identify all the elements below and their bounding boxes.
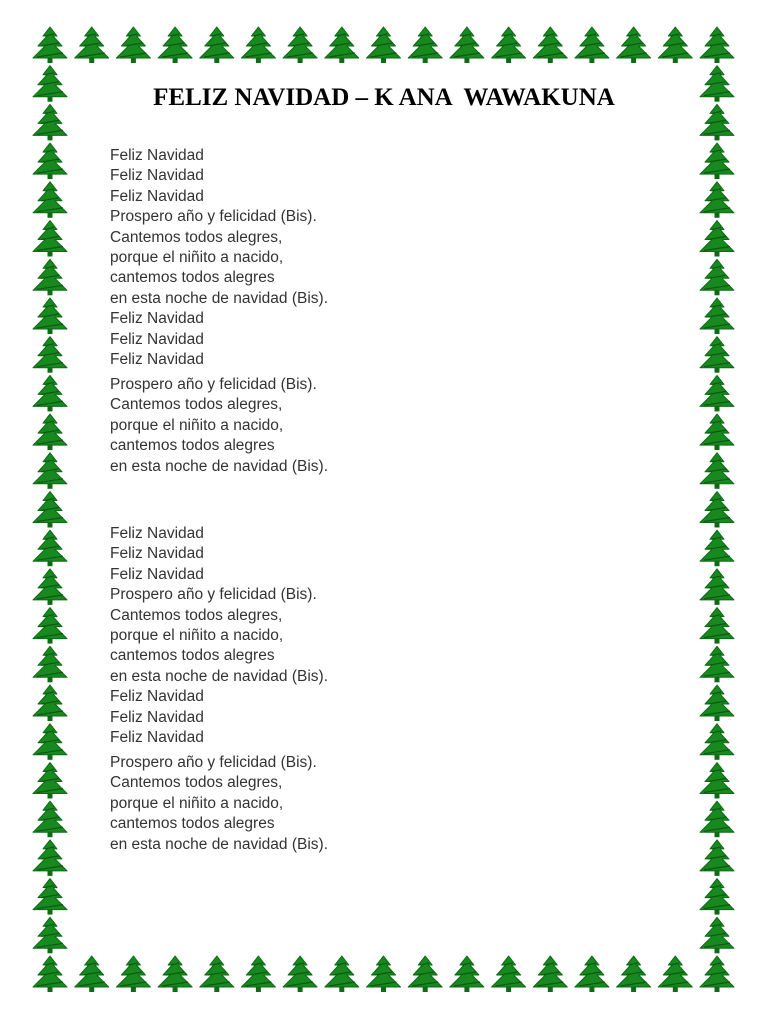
lyrics-block-4 [110,753,328,855]
christmas-tree-icon [75,27,109,63]
lyric-line: porque el niñito a nacido, [110,794,284,812]
lyrics-block-2 [110,375,328,477]
lyric-line: Prospero año y felicidad (Bis). [110,754,317,771]
lyric-line: en esta noche de navidad (Bis). [110,289,328,307]
christmas-tree-icon [33,763,67,799]
christmas-tree-icon [700,840,734,876]
lyric-line: Cantemos todos alegres, [110,774,283,792]
christmas-tree-icon [575,27,609,63]
christmas-tree-icon [33,530,67,566]
christmas-tree-icon [450,956,484,992]
christmas-tree-icon [700,298,734,334]
lyric-line: Feliz Navidad [110,147,204,164]
christmas-tree-icon [617,27,651,63]
christmas-tree-icon [492,956,526,992]
lyric-line: cantemos todos alegres [110,647,275,665]
lyrics-block-1 [110,146,328,370]
lyric-line: cantemos todos alegres [110,437,275,455]
christmas-tree-icon [33,801,67,837]
christmas-tree-icon [700,956,734,992]
christmas-tree-icon [700,337,734,373]
christmas-tree-icon [75,956,109,992]
lyric-line: Prospero año y felicidad (Bis). [110,208,317,226]
christmas-tree-icon [700,221,734,257]
christmas-tree-icon [658,956,692,992]
christmas-tree-icon [492,27,526,63]
page-title: FELIZ NAVIDAD – K ANA WAWAKUNA [153,84,615,111]
christmas-tree-icon [241,27,275,63]
christmas-tree-icon [700,569,734,605]
christmas-tree-icon [367,956,401,992]
lyric-line: Feliz Navidad [110,708,204,726]
christmas-tree-icon [700,375,734,411]
christmas-tree-icon [200,27,234,63]
lyric-line: Feliz Navidad [110,167,204,185]
christmas-tree-icon [158,27,192,63]
lyric-line: Prospero año y felicidad (Bis). [110,586,317,604]
christmas-tree-icon [33,182,67,218]
christmas-tree-icon [241,956,275,992]
christmas-tree-icon [33,414,67,450]
lyric-line: Feliz Navidad [110,525,204,542]
christmas-tree-icon [283,956,317,992]
christmas-tree-icon [700,259,734,295]
christmas-tree-icon [700,492,734,528]
lyric-line: Feliz Navidad [110,729,204,747]
christmas-tree-icon [533,956,567,992]
christmas-tree-icon [33,840,67,876]
christmas-tree-icon [700,182,734,218]
christmas-tree-icon [116,27,150,63]
lyric-line: Feliz Navidad [110,545,204,563]
christmas-tree-icon [325,956,359,992]
christmas-tree-icon [283,27,317,63]
christmas-tree-icon [700,453,734,489]
lyric-line: en esta noche de navidad (Bis). [110,835,328,853]
lyric-line: en esta noche de navidad (Bis). [110,667,328,685]
christmas-tree-icon [33,917,67,953]
lyric-line: porque el niñito a nacido, [110,627,284,645]
christmas-tree-icon [200,956,234,992]
christmas-tree-icon [700,763,734,799]
lyric-line: porque el niñito a nacido, [110,249,284,267]
christmas-tree-icon [116,956,150,992]
christmas-tree-icon [700,646,734,682]
lyric-line: Prospero año y felicidad (Bis). [110,376,317,393]
christmas-tree-icon [408,27,442,63]
christmas-tree-icon [325,27,359,63]
lyric-line: Feliz Navidad [110,310,204,328]
christmas-tree-icon [700,879,734,915]
christmas-tree-icon [700,801,734,837]
christmas-tree-icon [617,956,651,992]
lyric-line: Feliz Navidad [110,565,204,583]
christmas-tree-icon [700,724,734,760]
christmas-tree-icon [700,530,734,566]
christmas-tree-icon [700,685,734,721]
lyric-line: en esta noche de navidad (Bis). [110,457,328,475]
christmas-tree-icon [33,569,67,605]
christmas-tree-icon [33,27,67,63]
lyric-line: cantemos todos alegres [110,269,275,287]
lyrics-block-3 [110,524,328,748]
christmas-tree-icon [700,143,734,179]
christmas-tree-icon [33,143,67,179]
christmas-tree-icon [700,608,734,644]
christmas-tree-icon [33,956,67,992]
christmas-tree-icon [533,27,567,63]
christmas-tree-icon [33,724,67,760]
christmas-tree-icon [658,27,692,63]
christmas-tree-icon [450,27,484,63]
christmas-tree-icon [700,27,734,63]
lyric-line: Feliz Navidad [110,330,204,348]
christmas-tree-icon [33,646,67,682]
christmas-tree-icon [33,375,67,411]
christmas-tree-icon [33,221,67,257]
christmas-tree-icon [33,879,67,915]
lyric-line: Cantemos todos alegres, [110,228,283,246]
lyric-line: Cantemos todos alegres, [110,606,283,624]
lyric-line: Feliz Navidad [110,351,204,369]
christmas-tree-icon [33,685,67,721]
christmas-tree-icon [700,414,734,450]
christmas-tree-icon [33,453,67,489]
christmas-tree-icon [367,27,401,63]
lyric-line: porque el niñito a nacido, [110,416,284,434]
christmas-tree-icon [33,298,67,334]
christmas-tree-icon [33,337,67,373]
lyric-line: cantemos todos alegres [110,815,275,833]
lyric-line: Cantemos todos alegres, [110,396,283,414]
christmas-tree-icon [33,259,67,295]
christmas-tree-icon [700,917,734,953]
christmas-tree-icon [408,956,442,992]
christmas-tree-icon [575,956,609,992]
christmas-tree-icon [33,492,67,528]
christmas-tree-icon [158,956,192,992]
lyric-line: Feliz Navidad [110,688,204,706]
christmas-tree-icon [33,608,67,644]
lyric-line: Feliz Navidad [110,187,204,205]
